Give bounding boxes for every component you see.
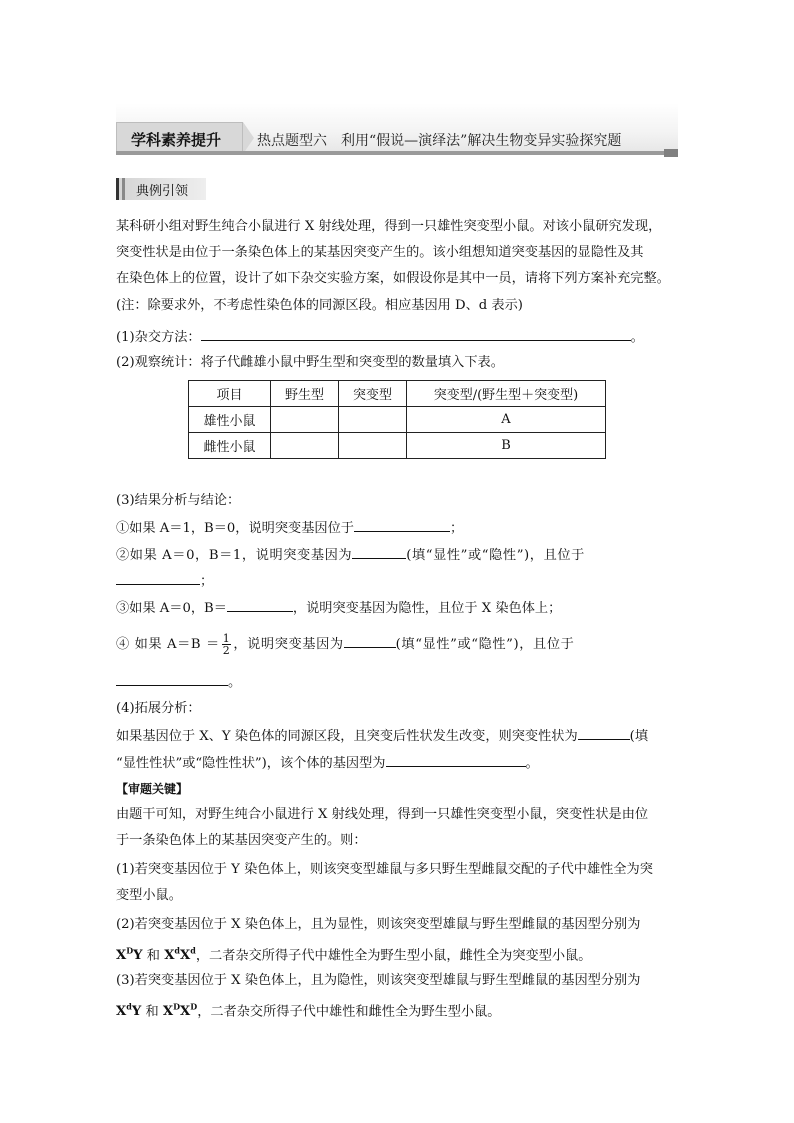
- intro-line: 在染色体上的位置，设计了如下杂交实验方案，如假设你是其中一员，请将下列方案补充完整。: [116, 271, 670, 286]
- table-header-cell: 突变型/(野生型＋突变型): [407, 381, 606, 407]
- table-row: [189, 433, 606, 459]
- header-divider: [116, 151, 678, 155]
- table-header-cell: 野生型: [271, 381, 339, 407]
- intro-line: 某科研小组对野生纯合小鼠进行 X 射线处理，得到一只雄性突变型小鼠。对该小鼠研究发现，: [116, 219, 662, 234]
- genotype: $X^dY$: [116, 1002, 142, 1020]
- genotype: $X^DX^D$: [162, 1002, 198, 1020]
- answer-blank[interactable]: [352, 545, 406, 559]
- table-cell: 雄性小鼠: [189, 407, 271, 433]
- analysis-text: 变型小鼠。: [116, 888, 182, 903]
- stats-table: [188, 380, 606, 459]
- section-header: [116, 103, 678, 153]
- table-header-row: [189, 381, 606, 407]
- intro-line: (注：除要求外，不考虑性染色体的同源区段。相应基因用 D、d 表示): [116, 298, 523, 313]
- answer-blank[interactable]: [578, 726, 630, 740]
- question-4-line: “显性性状”或“隐性性状”)，该个体的基因型为 。: [116, 753, 539, 773]
- conclusion-3: ③如果 A＝0，B＝ ，说明突变基因为隐性，且位于 X 染色体上；: [116, 598, 561, 618]
- analysis-text: 于一条染色体上的某基因突变产生的。则：: [116, 833, 367, 848]
- conclusion-2: ②如果 A＝0，B＝1，说明突变基因为 (填“显性”或“隐性”)，且位于: [116, 545, 585, 565]
- question-4: (4)拓展分析：: [116, 701, 201, 716]
- intro-line: 突变性状是由位于一条染色体上的某基因突变产生的。该小组想知道突变基因的显隐性及其: [116, 245, 644, 260]
- answer-blank[interactable]: [116, 672, 228, 686]
- answer-blank[interactable]: [201, 327, 631, 341]
- table-cell-empty[interactable]: [271, 407, 339, 433]
- analysis-text: (1)若突变基因位于 Y 染色体上，则该突变型雄鼠与多只野生型雌鼠交配的子代中雄性全为突: [116, 862, 653, 877]
- table-cell: 雌性小鼠: [189, 433, 271, 459]
- table-header-cell: 突变型: [339, 381, 407, 407]
- answer-blank[interactable]: [386, 753, 526, 767]
- table-cell: B: [407, 433, 606, 459]
- analysis-text: $X^dY$ 和 $X^DX^D$，二者杂交所得子代中雄性和雌性全为野生型小鼠。: [116, 1002, 501, 1020]
- question-1: (1)杂交方法： 。: [116, 327, 644, 347]
- analysis-label: 【审题关键】: [116, 782, 189, 796]
- table-row: [189, 407, 606, 433]
- section-label: [116, 178, 206, 200]
- answer-blank[interactable]: [116, 571, 200, 585]
- answer-blank[interactable]: [354, 518, 450, 532]
- question-4-line: 如果基因位于 X、Y 染色体的同源区段，且突变后性状发生改变，则突变性状为 (填: [116, 726, 648, 746]
- analysis-text: (2)若突变基因位于 X 染色体上，且为显性，则该突变型雄鼠与野生型雌鼠的基因型分别为: [116, 917, 641, 932]
- question-2: (2)观察统计：将子代雌雄小鼠中野生型和突变型的数量填入下表。: [116, 355, 504, 370]
- answer-blank[interactable]: [344, 634, 396, 648]
- table-header-cell: 项目: [189, 381, 271, 407]
- conclusion-2-cont: ；: [116, 571, 213, 591]
- analysis-text: $X^DY$ 和 $X^dX^d$，二者杂交所得子代中雄性全为野生型小鼠，雌性全为突变型小鼠。: [116, 946, 592, 964]
- conclusion-4: ④ 如果 A＝B ＝ $\frac{1}{2}$ ，说明突变基因为 (填“显性”或“隐性”)，且位于: [116, 632, 575, 657]
- question-3: (3)结果分析与结论：: [116, 493, 241, 508]
- conclusion-4-cont: 。: [116, 672, 241, 692]
- conclusion-1: ①如果 A＝1，B＝0，说明突变基因位于 ；: [116, 518, 463, 538]
- table-cell-empty[interactable]: [339, 407, 407, 433]
- analysis-text: 由题干可知，对野生纯合小鼠进行 X 射线处理，得到一只雄性突变型小鼠，突变性状是由位: [116, 807, 649, 822]
- answer-blank[interactable]: [227, 598, 293, 612]
- section-label-text: 典例引领: [136, 184, 189, 199]
- genotype: $X^DY$: [116, 946, 143, 964]
- fraction: $\frac{1}{2}$: [222, 632, 231, 657]
- header-divider-end: [664, 149, 678, 157]
- header-tab-label: 学科素养提升: [131, 131, 222, 149]
- table-cell-empty[interactable]: [271, 433, 339, 459]
- header-title: 热点题型六 利用“假说—演绎法”解决生物变异实验探究题: [257, 133, 622, 149]
- genotype: $X^dX^d$: [164, 946, 196, 964]
- table-cell-empty[interactable]: [339, 433, 407, 459]
- table-cell: A: [407, 407, 606, 433]
- analysis-text: (3)若突变基因位于 X 染色体上，且为隐性，则该突变型雄鼠与野生型雌鼠的基因型分别为: [116, 973, 641, 988]
